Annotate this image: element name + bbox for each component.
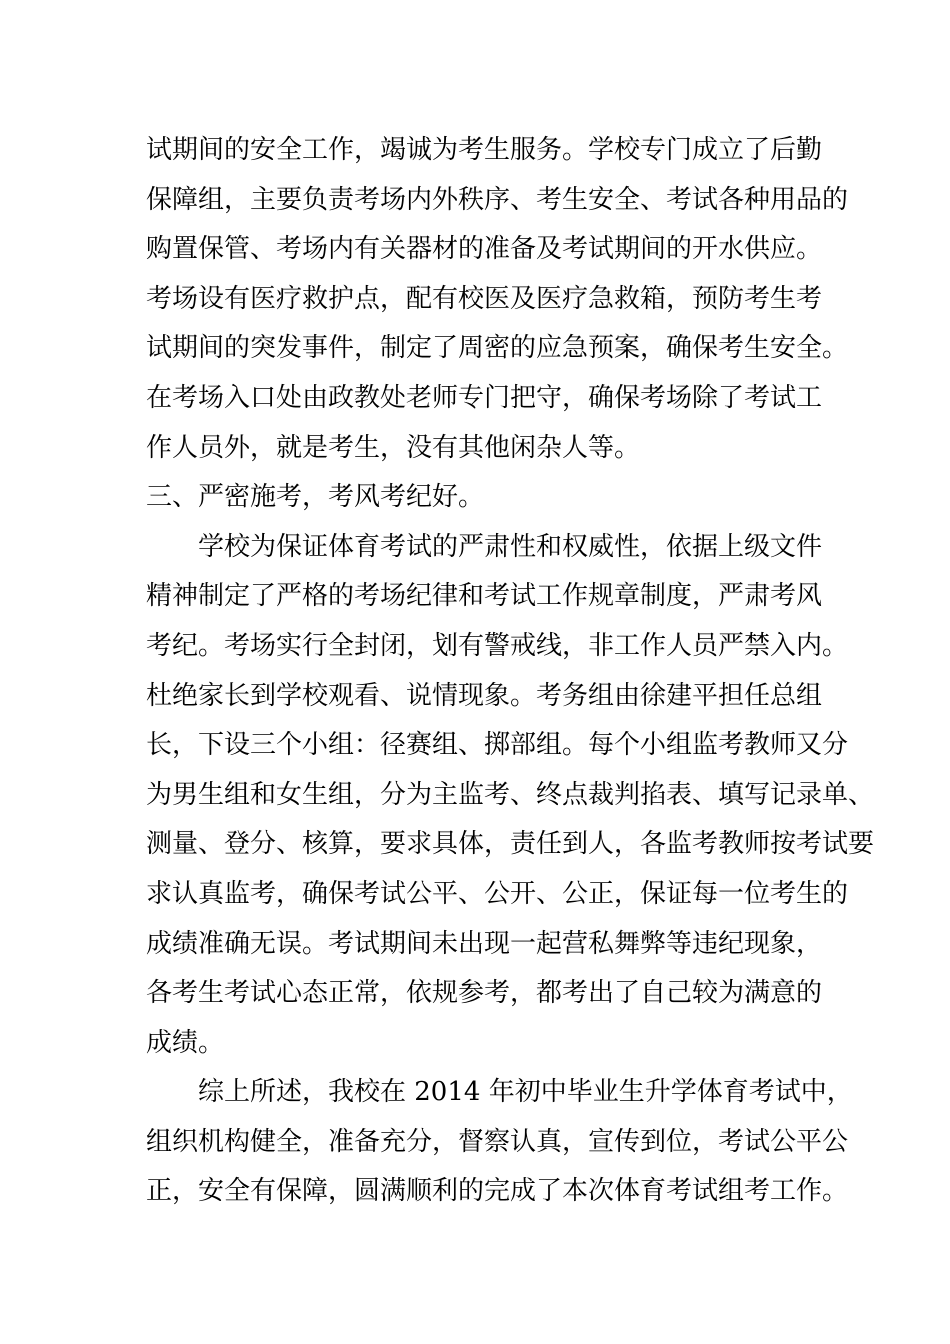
text-line: 测量、登分、核算，要求具体，责任到人，各监考教师按考试要: [146, 829, 875, 860]
text-line: 保障组，主要负责考场内外秩序、考生安全、考试各种用品的: [146, 184, 849, 215]
text-line: 成绩准确无误。考试期间未出现一起营私舞弊等违纪现象，: [146, 928, 823, 959]
text-line: 作人员外，就是考生，没有其他闲杂人等。: [146, 432, 641, 463]
text-line: 组织机构健全，准备充分，督察认真，宣传到位，考试公平公: [146, 1126, 849, 1157]
text-line: 精神制定了严格的考场纪律和考试工作规章制度，严肃考风: [146, 581, 823, 612]
text-line: 试期间的安全工作，竭诚为考生服务。学校专门成立了后勤: [146, 135, 823, 165]
text-line: 长，下设三个小组：径赛组、掷部组。每个小组监考教师又分: [146, 730, 849, 761]
text-line: 考场设有医疗救护点，配有校医及医疗急救箱，预防考生考: [146, 283, 823, 314]
text-line: 各考生考试心态正常，依规参考，都考出了自己较为满意的: [146, 978, 823, 1009]
paragraph-start-line: 综上所述，我校在 2014 年初中毕业生升学体育考试中，: [198, 1077, 853, 1108]
section-heading: 三、严密施考，考风考纪好。: [146, 482, 485, 513]
text-line: 购置保管、考场内有关器材的准备及考试期间的开水供应。: [146, 234, 823, 265]
text-line: 正，安全有保障，圆满顺利的完成了本次体育考试组考工作。: [146, 1176, 849, 1207]
text-line: 试期间的突发事件，制定了周密的应急预案，确保考生安全。: [146, 333, 849, 364]
text-line: 为男生组和女生组，分为主监考、终点裁判掐表、填写记录单、: [146, 779, 875, 810]
paragraph-start-line: 学校为保证体育考试的严肃性和权威性，依据上级文件: [198, 531, 823, 562]
body-text: [146, 126, 875, 1217]
text-line: 杜绝家长到学校观看、说情现象。考务组由徐建平担任总组: [146, 680, 823, 711]
text-line: 在考场入口处由政教处老师专门把守，确保考场除了考试工: [146, 382, 823, 413]
text-line: 求认真监考，确保考试公平、公开、公正，保证每一位考生的: [146, 878, 849, 909]
text-line: 成绩。: [146, 1027, 225, 1058]
text-line: 考纪。考场实行全封闭，划有警戒线，非工作人员严禁入内。: [146, 630, 849, 661]
